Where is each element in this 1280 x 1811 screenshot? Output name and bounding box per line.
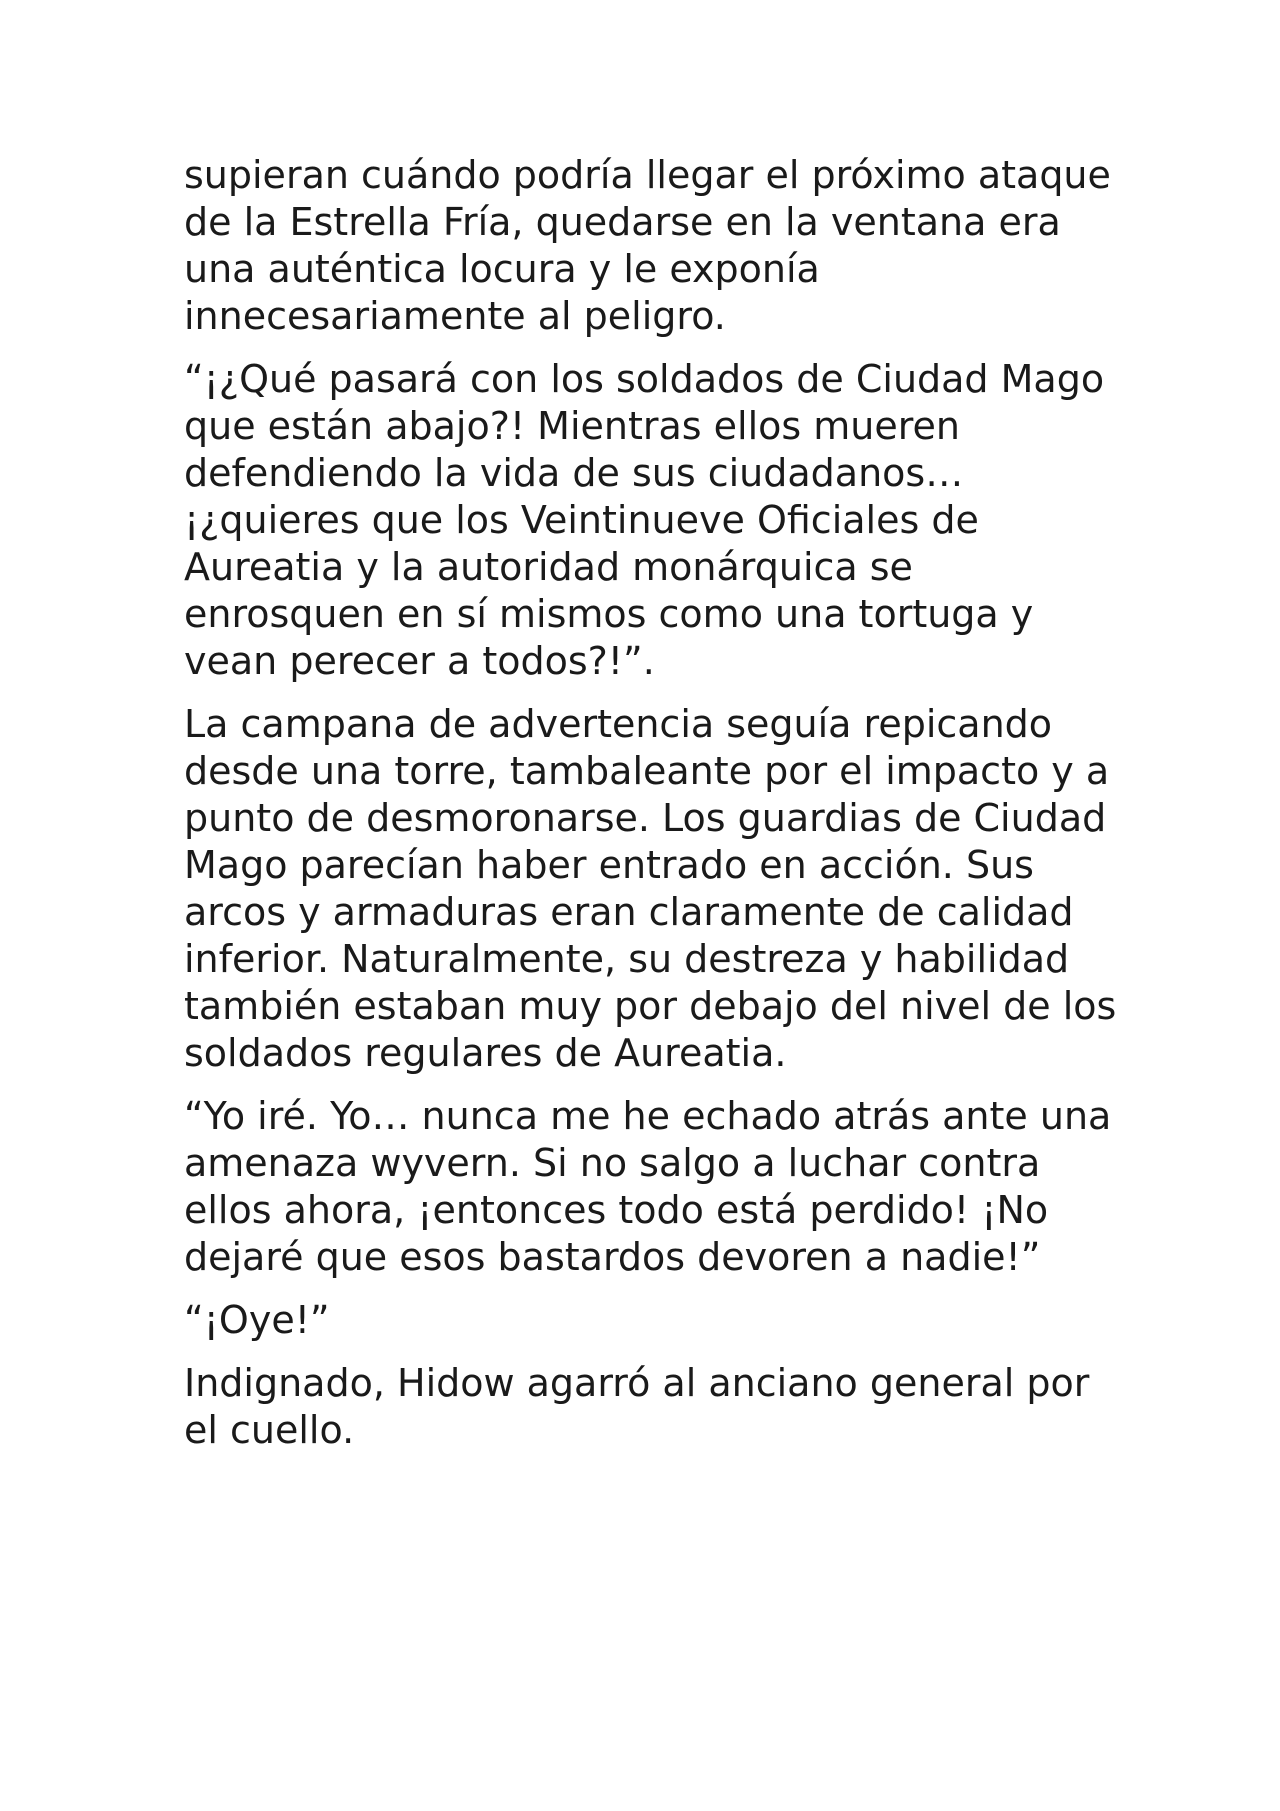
paragraph: supieran cuándo podría llegar el próximo ataque de la Estrella Fría, quedarse en la ventana era una auténtica locura y le exponía innecesariamente al peligro.: [184, 153, 1111, 338]
paragraph: “Yo iré. Yo… nunca me he echado atrás ante una amenaza wyvern. Si no salgo a luchar contra ellos ahora, ¡entonces todo está perdido! ¡No dejaré que esos bastardos devoren a nadie!”: [184, 1094, 1112, 1279]
paragraph: La campana de advertencia seguía repicando desde una torre, tambaleante por el impacto y a punto de desmoronarse. Los guardias de Ciudad Mago parecían haber entrado en acción. Sus arcos y armaduras eran claramente de calidad inferior. Naturalmente, su destreza y habilidad también estaban muy por debajo del nivel de los soldados regulares de Aureatia.: [184, 702, 1117, 1075]
paragraph: “¡¿Qué pasará con los soldados de Ciudad Mago que están abajo?! Mientras ellos mueren defendiendo la vida de sus ciudadanos… ¡¿quieres que los Veintinueve Oficiales de Aureatia y la autoridad monárquica se enrosquen en sí mismos como una tortuga y vean perecer a todos?!”.: [184, 357, 1105, 683]
paragraph: Indignado, Hidow agarró al anciano general por el cuello.: [184, 1361, 1090, 1452]
paragraph: “¡Oye!”: [184, 1298, 330, 1342]
body-text: [184, 152, 1124, 1470]
